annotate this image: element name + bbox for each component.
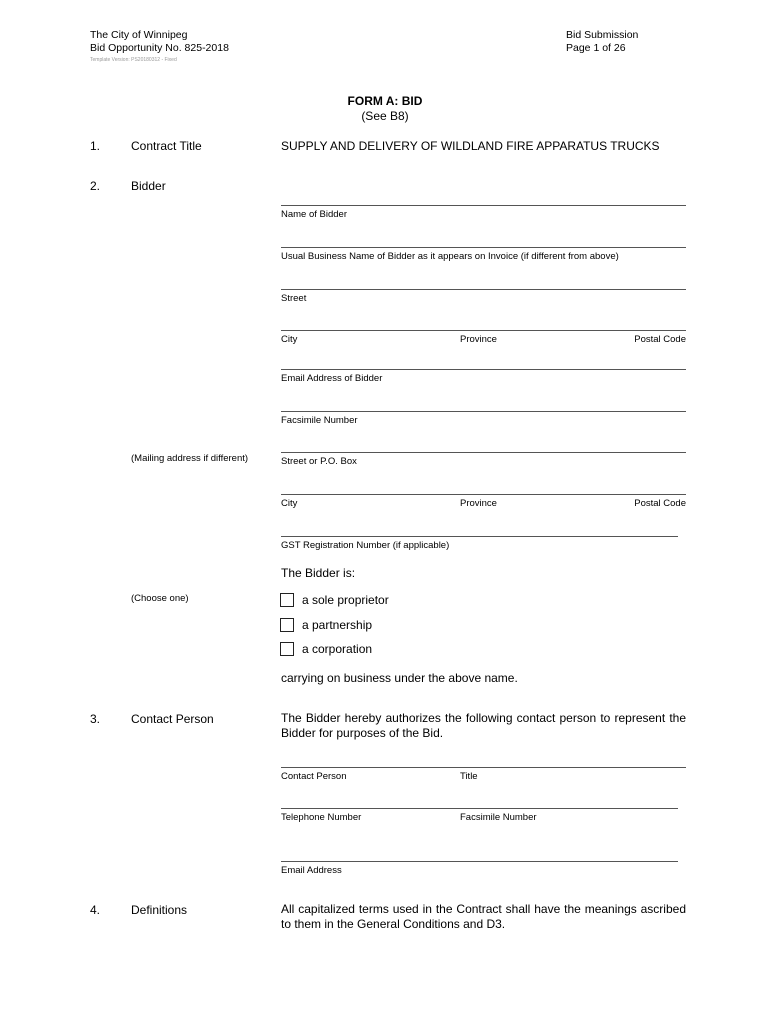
bid-submission-label: Bid Submission: [566, 29, 639, 41]
choose-one-note: (Choose one): [131, 593, 189, 604]
fax-field[interactable]: [281, 411, 686, 412]
postal2-label: Postal Code: [634, 498, 686, 509]
section-3-number: 3.: [90, 712, 101, 726]
section-2-number: 2.: [90, 179, 101, 193]
city2-field[interactable]: [281, 494, 686, 495]
city-label: City: [281, 334, 298, 345]
pobox-field[interactable]: [281, 452, 686, 453]
page-number: Page 1 of 26: [566, 42, 626, 54]
contact-person-label: Contact Person: [281, 771, 347, 782]
business-name-label: Usual Business Name of Bidder as it appears on Invoice (if different from above): [281, 251, 619, 262]
form-title: FORM A: BID: [347, 94, 423, 108]
contract-title-label: Contract Title: [131, 139, 202, 153]
street-field[interactable]: [281, 289, 686, 290]
postal-code-label: Postal Code: [634, 334, 686, 345]
province2-label: Province: [460, 498, 497, 509]
city-name: The City of Winnipeg: [90, 29, 188, 41]
section-1-number: 1.: [90, 139, 101, 153]
partnership-label: a partnership: [302, 618, 373, 632]
bidder-is-label: The Bidder is:: [281, 566, 356, 580]
province-label: Province: [460, 334, 497, 345]
gst-field[interactable]: [281, 536, 678, 537]
contact-fax-label: Facsimile Number: [460, 812, 537, 823]
form-subtitle: (See B8): [361, 109, 409, 123]
title-label: Title: [460, 771, 478, 782]
template-version: Template Version: PS20180312 - Fixed: [90, 57, 177, 63]
city2-label: City: [281, 498, 298, 509]
bidder-label: Bidder: [131, 179, 166, 193]
header-left: [90, 29, 229, 55]
definitions-text: All capitalized terms used in the Contract shall have the meanings ascribed to them in the General Conditions and D3.: [281, 902, 686, 931]
business-name-field[interactable]: [281, 247, 686, 248]
street-label: Street: [281, 293, 307, 304]
contract-title-value: SUPPLY AND DELIVERY OF WILDLAND FIRE APPARATUS TRUCKS: [281, 139, 660, 153]
bid-opportunity-number: Bid Opportunity No. 825-2018: [90, 42, 229, 54]
corporation-label: a corporation: [302, 642, 373, 656]
corporation-checkbox[interactable]: [280, 642, 294, 656]
header-right: [566, 29, 638, 55]
name-of-bidder-label: Name of Bidder: [281, 209, 348, 220]
section-4-number: 4.: [90, 903, 101, 917]
partnership-checkbox[interactable]: [280, 618, 294, 632]
telephone-fax-field[interactable]: [281, 808, 678, 809]
contact-email-label: Email Address: [281, 865, 342, 876]
contact-person-title-field[interactable]: [281, 767, 686, 768]
contact-person-heading: Contact Person: [131, 712, 214, 726]
name-of-bidder-field[interactable]: [281, 205, 686, 206]
fax-label: Facsimile Number: [281, 415, 358, 426]
pobox-label: Street or P.O. Box: [281, 456, 357, 467]
contact-person-text: The Bidder hereby authorizes the following contact person to represent the Bidder for purposes of the Bid.: [281, 711, 686, 740]
gst-label: GST Registration Number (if applicable): [281, 540, 450, 551]
contact-email-field[interactable]: [281, 861, 678, 862]
mailing-address-note: (Mailing address if different): [131, 453, 249, 464]
carrying-on-business-text: carrying on business under the above name.: [281, 671, 518, 685]
sole-proprietor-checkbox[interactable]: [280, 593, 294, 607]
city-province-postal-field[interactable]: [281, 330, 686, 331]
sole-proprietor-label: a sole proprietor: [302, 593, 389, 607]
email-label: Email Address of Bidder: [281, 373, 383, 384]
email-field[interactable]: [281, 369, 686, 370]
definitions-heading: Definitions: [131, 903, 188, 917]
telephone-label: Telephone Number: [281, 812, 362, 823]
